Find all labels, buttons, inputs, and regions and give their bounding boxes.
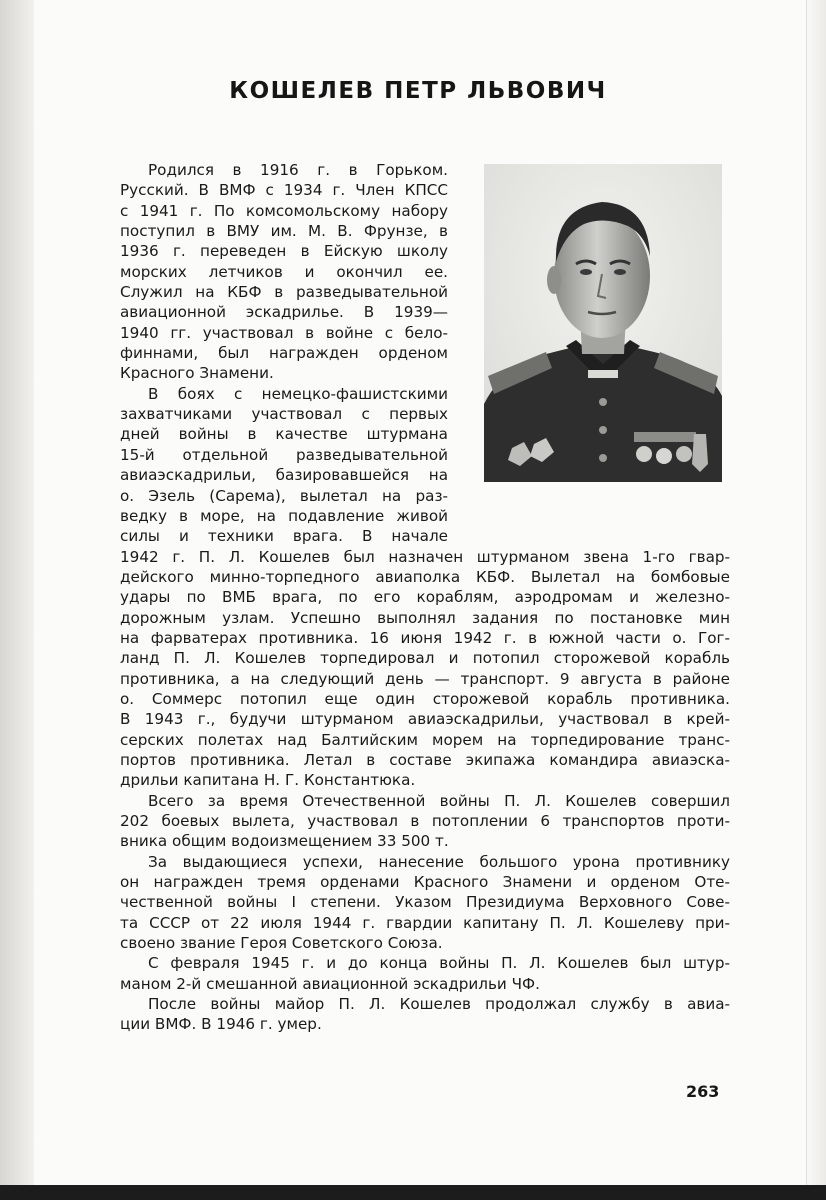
text-line: своено звание Героя Советского Союза. bbox=[120, 934, 443, 953]
page-edge-shadow bbox=[808, 0, 826, 1200]
text-line: маном 2-й смешанной авиационной эскадрильи ЧФ. bbox=[120, 974, 540, 993]
book-spine-edge bbox=[0, 0, 34, 1200]
scan-bottom-edge bbox=[0, 1185, 826, 1200]
text-line: Родился в 1916 г. в Горьком. bbox=[148, 161, 448, 179]
text-line: на фарватерах противника. 16 июня 1942 г. в южной части о. Гог- bbox=[120, 628, 730, 647]
text-line: вника общим водоизмещением 33 500 т. bbox=[120, 832, 449, 851]
text-line: дней войны в качестве штурмана bbox=[120, 425, 448, 444]
text-line: финнами, был награжден орденом bbox=[120, 344, 448, 363]
text-line: ланд П. Л. Кошелев торпедировал и потопил сторожевой корабль bbox=[120, 649, 730, 668]
text-line: В 1943 г., будучи штурманом авиаэскадрильи, участвовал в крей- bbox=[120, 710, 730, 729]
text-line: дорожным узлам. Успешно выполнял задания по постановке мин bbox=[120, 608, 730, 627]
text-line: 202 боевых вылета, участвовал в потоплении 6 транспортов проти- bbox=[120, 812, 730, 830]
text-line: Всего за время Отечественной войны П. Л. Кошелев совершил bbox=[148, 791, 730, 810]
biography-text bbox=[120, 160, 730, 1035]
text-line: За выдающиеся успехи, нанесение большого урона противнику bbox=[148, 852, 730, 871]
text-line: удары по ВМБ врага, по его кораблям, аэродромам и железно- bbox=[120, 588, 730, 607]
page-title: КОШЕЛЕВ ПЕТР ЛЬВОВИЧ bbox=[229, 78, 607, 104]
text-line: С февраля 1945 г. и до конца войны П. Л. Кошелев был штур- bbox=[148, 954, 730, 973]
text-line: Русский. В ВМФ с 1934 г. Член КПСС bbox=[120, 181, 448, 200]
text-line: 1942 г. П. Л. Кошелев был назначен штурманом звена 1-го гвар- bbox=[120, 547, 730, 566]
text-line: ции ВМФ. В 1946 г. умер. bbox=[120, 1015, 322, 1034]
text-line: дрильи капитана Н. Г. Константюка. bbox=[120, 771, 416, 790]
text-line: 1940 гг. участвовал в войне с бело- bbox=[120, 323, 448, 342]
text-line: дейского минно-торпедного авиаполка КБФ. Вылетал на бомбовые bbox=[120, 567, 730, 586]
text-line: поступил в ВМУ им. М. В. Фрунзе, в bbox=[120, 222, 448, 241]
text-line: В боях с немецко-фашистскими bbox=[148, 384, 448, 403]
text-line: чественной войны I степени. Указом Президиума Верховного Сове- bbox=[120, 893, 730, 912]
text-line: После войны майор П. Л. Кошелев продолжал службу в авиа- bbox=[148, 995, 730, 1014]
text-line: 15-й отдельной разведывательной bbox=[120, 445, 448, 464]
page-number: 263 bbox=[686, 1082, 720, 1101]
text-line: с 1941 г. По комсомольскому набору bbox=[120, 201, 448, 220]
text-line: захватчиками участвовал с первых bbox=[120, 405, 448, 424]
text-line: о. Соммерс потопил еще один сторожевой корабль противника. bbox=[120, 689, 730, 708]
text-line: портов противника. Летал в составе экипажа командира авиаэска- bbox=[120, 750, 730, 769]
text-line: Красного Знамени. bbox=[120, 364, 274, 383]
text-line: противника, а на следующий день — транспорт. 9 августа в районе bbox=[120, 669, 730, 688]
text-line: авиаэскадрильи, базировавшейся на bbox=[120, 466, 448, 485]
text-line: авиационной эскадрилье. В 1939— bbox=[120, 303, 448, 322]
text-line: ведку в море, на подавление живой bbox=[120, 506, 448, 525]
text-line: та СССР от 22 июля 1944 г. гвардии капитану П. Л. Кошелеву при- bbox=[120, 913, 730, 932]
text-line: Служил на КБФ в разведывательной bbox=[120, 283, 448, 302]
text-line: он награжден тремя орденами Красного Знамени и орденом Оте- bbox=[120, 873, 730, 892]
text-line: 1936 г. переведен в Ейскую школу bbox=[120, 242, 448, 261]
text-line: серских полетах над Балтийским морем на торпедирование транс- bbox=[120, 730, 730, 749]
text-line: морских летчиков и окончил ее. bbox=[120, 262, 448, 281]
text-line: о. Эзель (Сарема), вылетал на раз- bbox=[120, 486, 448, 505]
text-line: силы и техники врага. В начале bbox=[120, 527, 448, 546]
